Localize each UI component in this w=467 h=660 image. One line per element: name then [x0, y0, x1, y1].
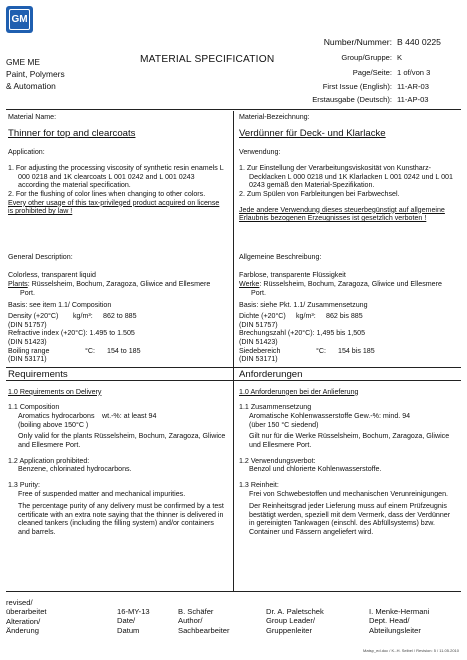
density-table	[8, 312, 137, 321]
revised-line-2: überarbeitet	[6, 607, 47, 617]
boiling-table	[8, 347, 141, 356]
dichte-std: (DIN 51757)	[239, 320, 278, 329]
verwendung-item-1: 1. Zur Einstellung der Verarbeitungsviskosität von Kunstharz-Decklacken L 000 0218 und 1K Klarlacken L 001 0242 und L 001 0243 gemäß den Material-Spezifikation.	[239, 163, 453, 190]
density-label: Density (+20°C)	[8, 312, 59, 321]
date-label-2: Datum	[117, 625, 140, 635]
req-1-2-text: Benzene, chlorinated hydrocarbons.	[18, 465, 132, 474]
werke-value: : Rüsselsheim, Bochum, Zaragoza, Gliwice und Ellesmere Port.	[251, 280, 442, 297]
number-label: Number/Nummer:	[323, 37, 392, 47]
siedebereich-unit: °C:	[316, 346, 326, 355]
footer-file-note: Matsp_ed.doc / K.-H. Seibel / Revision: 5 / 11.05.2010	[363, 648, 459, 653]
footer-dept-head	[369, 598, 461, 635]
first-issue-value: 11-AR-03	[397, 82, 429, 91]
anf-1-3-text-1: Frei von Schwebestoffen und mechanischen Verunreinigungen.	[249, 490, 449, 499]
verwendung-item-2: 2. Zum Spülen von Farbleitungen bei Farbwechsel.	[239, 189, 400, 198]
material-bezeichnung: Verdünner für Deck- und Klarlacke	[239, 127, 386, 139]
left-general	[8, 253, 226, 364]
footer-table	[6, 598, 461, 635]
right-general	[239, 253, 457, 364]
density-unit: kg/m³:	[73, 312, 93, 321]
anf-1-2: 1.2 Verwendungsverbot:	[239, 456, 316, 465]
group-leader-name: Dr. A. Paletschek	[266, 607, 324, 616]
gm-logo	[6, 6, 33, 33]
req-1-2: 1.2 Application prohibited:	[8, 456, 90, 465]
requirements-divider-top	[6, 367, 461, 368]
author-label-1: Author/	[178, 616, 203, 626]
general-label: General Description:	[8, 253, 73, 261]
group-value: K	[397, 53, 403, 62]
group-label: Group/Gruppe:	[341, 53, 392, 62]
dept-head-label-1: Dept. Head/	[369, 616, 410, 626]
dichte-unit: kg/m³:	[296, 312, 316, 321]
siedebereich-std: (DIN 53171)	[239, 355, 278, 364]
footer-date	[117, 598, 178, 635]
dichte-value: 862 bis 885	[326, 312, 363, 321]
author-label-2: Sachbearbeiter	[178, 625, 230, 635]
req-1-3-text-2: The percentage purity of any delivery must be confirmed by a test certificate with an extra note saying that the thinner is delivered in cleaned tankers (including the filling system) and/or containers and barrels.	[18, 502, 224, 537]
right-requirements	[239, 369, 457, 537]
anf-1-3-text-2: Der Reinheitsgrad jeder Lieferung muss auf einem Prüfzeugnis bestätigt werden, speziell mit dem Vermerk, dass der Verdünner in gereinigten Tankwagen (einschl. des Abfüllsystems) bzw. Container und Fässern angeliefert wird.	[249, 502, 451, 537]
footer-group-leader	[266, 598, 369, 635]
first-issue-label: First Issue (English):	[322, 82, 392, 91]
requirements-title: Requirements	[8, 369, 68, 380]
dichte-table	[239, 312, 363, 321]
req-1-1-b: (boiling above 150°C )	[18, 420, 89, 429]
footer-revised	[6, 598, 117, 635]
siedebereich-table	[239, 347, 375, 356]
boiling-label: Boiling range	[8, 346, 50, 355]
siedebereich-label: Siedebereich	[239, 346, 281, 355]
plants-line	[8, 280, 226, 297]
revised-line-4: Änderung	[6, 625, 39, 635]
right-column	[239, 113, 457, 223]
date-label-1: Date/	[117, 616, 136, 626]
anf-1-1-a: Aromatische Kohlenwasserstoffe Gew.-%: mind. 94	[249, 411, 411, 420]
req-1-0-text: 1.0 Requirements on Delivery	[8, 387, 102, 396]
req-1-3: 1.3 Purity:	[8, 480, 40, 489]
anf-1-1: 1.1 Zusammensetzung	[239, 403, 312, 412]
number-row	[324, 37, 453, 47]
req-1-1-a-value: wt.-%: at least 94	[102, 411, 157, 420]
left-column	[8, 113, 226, 216]
material-bezeichnung-label: Material-Bezeichnung:	[239, 113, 310, 121]
number-value: B 440 0225	[397, 37, 441, 47]
werke-line	[239, 280, 457, 297]
req-1-1-table	[18, 412, 156, 421]
org-line-2: Paint, Polymers	[6, 69, 65, 80]
revised-line-1: revised/	[6, 598, 33, 607]
allgemeine-desc: Farblose, transparente Flüssigkeit	[239, 270, 346, 279]
verwendung-label: Verwendung:	[239, 148, 281, 157]
req-1-1-a: Aromatics hydrocarbons	[18, 411, 95, 420]
header-divider	[6, 109, 461, 110]
first-issue-row	[323, 82, 453, 91]
application-item-1: 1. For adjusting the processing viscosity of synthetic resin enamels L 000 0218 and 1K clearcoats L 001 0242 and L 001 0243 according the material specification.	[8, 163, 224, 190]
brechungszahl: Brechungszahl (+20°C): 1,495 bis 1,505	[239, 329, 366, 338]
group-leader-label-1: Group Leader/	[266, 616, 315, 626]
anf-1-1-b: (über 150 °C siedend)	[249, 420, 319, 429]
left-requirements	[8, 369, 226, 537]
anf-1-0	[239, 388, 457, 397]
page-value: 1 of/von 3	[397, 68, 431, 77]
anf-1-0-text: 1.0 Anforderungen bei der Anlieferung	[239, 387, 359, 396]
gm-logo-text: GM	[9, 9, 30, 30]
tax-note: Every other usage of this tax-privileged product acquired on license is prohibited by law !	[8, 198, 220, 216]
req-1-0	[8, 388, 226, 397]
density-std: (DIN 51757)	[8, 320, 47, 329]
anf-1-1-note: Gilt nur für die Werke Rüsselsheim, Bochum, Zaragoza, Gliwice und Ellesmere Port.	[249, 432, 450, 449]
siedebereich-value: 154 bis 185	[338, 346, 375, 355]
boiling-unit: °C:	[85, 346, 95, 355]
dichte-label: Dichte (+20°C)	[239, 312, 286, 321]
anf-1-2-text: Benzol und chlorierte Kohlenwasserstoffe.	[249, 465, 382, 474]
steuer-note: Jede andere Verwendung dieses steuerbegünstigt auf allgemeine Erlaubnis bezogenen Erzeugnisses ist gesetzlich verboten !	[239, 205, 445, 223]
brechungszahl-std: (DIN 51423)	[239, 338, 278, 347]
application-item-2: 2. For the flushing of color lines when changing to other colors.	[8, 189, 206, 198]
general-desc: Colorless, transparent liquid	[8, 270, 96, 279]
basis-de-line: Basis: siehe Pkt. 1.1/ Zusammensetzung	[239, 300, 368, 309]
revised-line-3: Alteration/	[6, 616, 41, 626]
werke-label: Werke	[239, 280, 260, 289]
date-value: 16-MY-13	[117, 607, 150, 616]
footer-divider	[6, 591, 461, 592]
author-name: B. Schäfer	[178, 607, 214, 616]
group-row	[341, 53, 453, 62]
doc-title: MATERIAL SPECIFICATION	[140, 54, 275, 65]
anf-1-3: 1.3 Reinheit:	[239, 480, 279, 489]
erstausgabe-value: 11-AP-03	[397, 95, 429, 104]
basis-line: Basis: see item 1.1/ Composition	[8, 300, 112, 309]
anforderungen-title: Anforderungen	[239, 369, 303, 380]
org-line-1: GME ME	[6, 57, 40, 67]
plants-value: : Rüsselsheim, Bochum, Zaragoza, Gliwice and Ellesmere Port.	[20, 280, 211, 297]
req-1-1-note: Only valid for the plants Rüsselsheim, Bochum, Zaragoza, Gliwice and Ellesmere Port.	[18, 432, 226, 449]
footer-author	[178, 598, 266, 635]
org-line-3: & Automation	[6, 81, 56, 92]
org-block	[6, 56, 65, 93]
boiling-value: 154 to 185	[107, 346, 141, 355]
material-name-label: Material Name:	[8, 113, 57, 121]
erstausgabe-row	[312, 95, 453, 104]
plants-label: Plants	[8, 280, 28, 289]
application-label: Application:	[8, 148, 45, 157]
page-label: Page/Seite:	[352, 68, 392, 77]
erstausgabe-label: Erstausgabe (Deutsch):	[312, 95, 392, 104]
refractive-index: Refractive index (+20°C): 1.495 to 1.505	[8, 329, 135, 338]
dept-head-name: I. Menke-Hermani	[369, 607, 430, 616]
refractive-std: (DIN 51423)	[8, 338, 47, 347]
page-row	[353, 68, 453, 77]
group-leader-label-2: Gruppenleiter	[266, 625, 313, 635]
boiling-std: (DIN 53171)	[8, 355, 47, 364]
column-divider	[233, 111, 234, 591]
dept-head-label-2: Abteilungsleiter	[369, 625, 421, 635]
allgemeine-label: Allgemeine Beschreibung:	[239, 253, 322, 261]
req-1-1: 1.1 Composition	[8, 403, 60, 412]
req-1-3-text-1: Free of suspended matter and mechanical impurities.	[18, 490, 186, 499]
density-value: 862 to 885	[103, 312, 137, 321]
material-name: Thinner for top and clearcoats	[8, 127, 136, 139]
